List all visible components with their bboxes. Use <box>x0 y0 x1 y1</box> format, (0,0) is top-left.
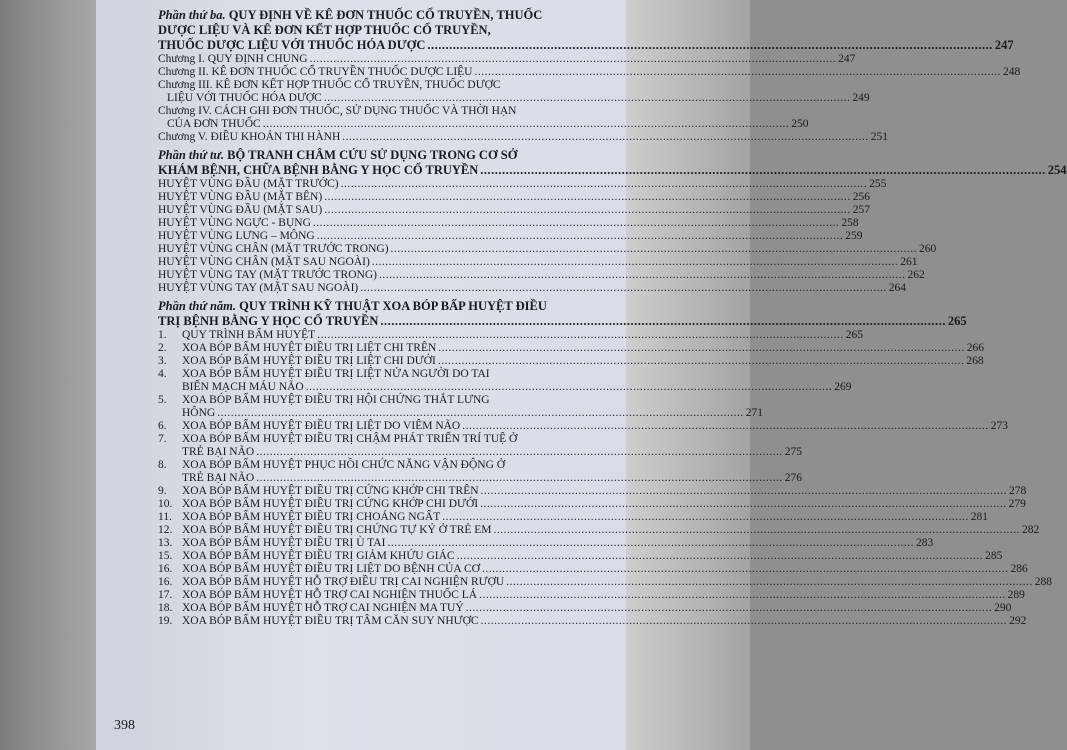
entry-title: XOA BÓP BẤM HUYỆT ĐIỀU TRỊ CHỨNG TỰ KỶ Ở TRẺ EM <box>182 524 492 536</box>
dot-leader <box>372 256 899 269</box>
page-ref: 247 <box>994 38 1014 52</box>
toc-entry-line <box>158 459 582 472</box>
dot-leader <box>481 615 1008 628</box>
page-ref: 268 <box>966 355 984 367</box>
toc-entry-line-text <box>158 524 492 537</box>
toc-entry <box>158 433 802 459</box>
toc-entry-line <box>158 66 1021 79</box>
toc-entry-line <box>158 256 918 269</box>
dot-leader <box>391 243 918 256</box>
toc-entry-line-text <box>158 355 436 368</box>
dot-leader <box>217 407 744 420</box>
toc-entry-line <box>158 204 870 217</box>
toc-entry <box>158 511 988 524</box>
toc-entry-continuation <box>158 407 763 420</box>
book-page <box>96 0 1067 750</box>
entry-title: XOA BÓP BẤM HUYỆT ĐIỀU TRỊ LIỆT CHI TRÊN <box>182 342 437 354</box>
entry-title: THUỐC DƯỢC LIỆU VỚI THUỐC HÓA DƯỢC <box>158 38 426 52</box>
toc-entry <box>158 602 1012 615</box>
toc-entry-line <box>158 576 1052 589</box>
toc-entry-line <box>158 615 1027 628</box>
entry-title: XOA BÓP BẤM HUYỆT HỖ TRỢ CAI NGHIỆN THUỐC LÁ <box>182 589 478 601</box>
toc-entry-line-text <box>158 394 490 407</box>
toc-entry-line-text <box>158 563 480 576</box>
toc-entry <box>158 269 925 282</box>
dot-leader <box>310 53 837 66</box>
entry-title: XOA BÓP BẤM HUYỆT ĐIỀU TRỊ HỘI CHỨNG THẮT LƯNG <box>182 394 490 406</box>
toc-entry-line-text <box>158 282 358 295</box>
entry-title: HUYỆT VÙNG NGỰC - BỤNG <box>158 217 311 229</box>
toc-entry-line-text <box>158 550 455 563</box>
dot-leader <box>427 38 993 53</box>
entry-title: HUYỆT VÙNG TAY (MẶT SAU NGOÀI) <box>158 282 359 294</box>
toc-entry-line <box>158 329 863 342</box>
entry-title: BIẾN MẠCH MÁU NÃO <box>182 381 304 393</box>
part-heading-last <box>158 314 967 329</box>
dot-leader <box>341 178 868 191</box>
entry-title: XOA BÓP BẤM HUYỆT ĐIỀU TRỊ Ù TAI <box>182 537 386 549</box>
dot-leader <box>480 163 1046 178</box>
entry-title: XOA BÓP BẤM HUYỆT HỖ TRỢ CAI NGHIỆN MA TUÝ <box>182 602 464 614</box>
page-ref: 257 <box>852 204 870 216</box>
page-ref: 266 <box>966 342 985 354</box>
toc-entry-line-text <box>158 329 315 342</box>
entry-number: 19. <box>158 615 173 627</box>
part-heading-last <box>158 163 1067 178</box>
toc-entry-line-text <box>158 131 340 144</box>
toc-entry <box>158 105 809 131</box>
page-ref: 258 <box>841 217 859 229</box>
toc-entry <box>158 217 859 230</box>
entry-number: 15. <box>158 550 173 562</box>
entry-number: 7. <box>158 433 167 445</box>
page-ref: 262 <box>907 269 925 281</box>
toc-entry <box>158 131 889 144</box>
page-ref: 282 <box>1022 524 1040 536</box>
dot-leader <box>506 576 1033 589</box>
dot-leader <box>360 282 887 295</box>
entry-title: XOA BÓP BẤM HUYỆT ĐIỀU TRỊ GIẢM KHỨU GIÁC <box>182 550 455 562</box>
toc-entry-line-text <box>158 537 385 550</box>
toc-entry-continuation-text <box>182 446 254 459</box>
toc-entry-line-text <box>158 79 501 92</box>
toc-entry <box>158 563 1028 576</box>
toc-entry-line-text <box>158 178 339 191</box>
entry-title: HUYỆT VÙNG ĐẦU (MẶT BÊN) <box>158 191 323 203</box>
toc-entry-continuation <box>158 381 852 394</box>
toc-entry <box>158 368 852 394</box>
entry-number: 16. <box>158 563 173 575</box>
part-heading-last-text <box>158 314 378 329</box>
page-ref: 276 <box>784 472 802 484</box>
entry-number: 3. <box>158 355 167 367</box>
entry-number: 11. <box>158 511 172 523</box>
toc-entry-line-text <box>158 368 490 381</box>
toc-entry-line-text <box>158 511 440 524</box>
part-heading-line <box>158 299 582 314</box>
dot-leader <box>462 420 989 433</box>
toc-entry-line <box>158 537 934 550</box>
toc-entry-line-text <box>158 204 322 217</box>
entry-number: 13. <box>158 537 173 549</box>
toc-entry-line-text <box>158 342 436 355</box>
entry-title: Chương III. KÊ ĐƠN KẾT HỢP THUỐC CỔ TRUYỀN, THUỐC DƯỢC <box>158 79 501 91</box>
toc-entry-line-text <box>158 230 315 243</box>
page-ref: 259 <box>845 230 863 242</box>
entry-title: Chương V. ĐIỀU KHOẢN THI HÀNH <box>158 131 341 143</box>
part-heading-line <box>158 23 582 38</box>
toc-entry-line-text <box>158 191 322 204</box>
toc-entry <box>158 420 1008 433</box>
entry-number: 9. <box>158 485 167 497</box>
entry-number: 16. <box>158 576 173 588</box>
toc-entry-line <box>158 342 985 355</box>
dot-leader <box>457 550 984 563</box>
toc-entry <box>158 191 870 204</box>
toc-entry-continuation <box>158 446 802 459</box>
dot-leader <box>380 314 946 329</box>
page-ref: 281 <box>970 511 988 523</box>
part-heading-last <box>158 38 1014 53</box>
toc-entry <box>158 576 1052 589</box>
entry-title: CỦA ĐƠN THUỐC <box>167 118 261 130</box>
dot-leader <box>317 329 844 342</box>
toc-entry-line-text <box>158 459 505 472</box>
page-ref: 285 <box>985 550 1003 562</box>
entry-title: TRẺ BẠI NÃO <box>182 446 255 458</box>
toc-entry-line <box>158 511 988 524</box>
toc-entry <box>158 243 937 256</box>
dot-leader <box>317 230 844 243</box>
dot-leader <box>466 602 993 615</box>
page-ref: 286 <box>1010 563 1028 575</box>
toc-entry-line-text <box>158 256 370 269</box>
toc-entry-line <box>158 79 582 92</box>
dot-leader <box>479 589 1006 602</box>
toc-entry-line <box>158 217 859 230</box>
toc-entry-line-text <box>158 433 517 446</box>
entry-number: 18. <box>158 602 173 614</box>
part-lead: Phần thứ tư. <box>158 148 225 162</box>
entry-title: KHÁM BỆNH, CHỮA BỆNH BẰNG Y HỌC CỔ TRUYỀN <box>158 163 479 177</box>
entry-title: HÔNG <box>182 407 216 419</box>
toc-entry-line <box>158 498 1026 511</box>
toc-entry-continuation <box>158 118 809 131</box>
entry-number: 6. <box>158 420 167 432</box>
dot-leader <box>480 498 1007 511</box>
page-number: 398 <box>114 718 135 733</box>
part-heading-last-text <box>158 38 425 53</box>
entry-title: XOA BÓP BẤM HUYỆT ĐIỀU TRỊ LIỆT NỬA NGƯỜI DO TAI <box>182 368 490 380</box>
toc-entry-line <box>158 355 984 368</box>
toc-entry <box>158 615 1027 628</box>
page-ref: 279 <box>1008 498 1026 510</box>
toc-entry-line <box>158 243 937 256</box>
dot-leader <box>324 204 851 217</box>
toc-entry-continuation-text <box>182 381 304 394</box>
entry-title: HUYỆT VÙNG LƯNG – MÔNG <box>158 230 315 242</box>
toc-entry-line-text <box>158 105 516 118</box>
dot-leader <box>438 342 965 355</box>
page-ref: 289 <box>1007 589 1025 601</box>
page-ref: 260 <box>919 243 937 255</box>
part-heading-text: QUY ĐỊNH VỀ KÊ ĐƠN THUỐC CỔ TRUYỀN, THUỐC <box>228 8 543 22</box>
entry-title: TRẺ BẠI NÃO <box>182 472 255 484</box>
toc-entry-line <box>158 394 582 407</box>
toc-entry-line-text <box>158 576 504 589</box>
dot-leader <box>256 472 783 485</box>
page-ref: 269 <box>834 381 852 393</box>
toc-entry <box>158 329 863 342</box>
dot-leader <box>438 355 965 368</box>
toc-entry-line <box>158 230 863 243</box>
toc-entry <box>158 178 887 191</box>
toc-entry-line <box>158 131 889 144</box>
page-ref: 247 <box>838 53 856 65</box>
toc-entry-line-text <box>158 420 460 433</box>
toc-entry-continuation-text <box>167 118 261 131</box>
toc-entry-line-text <box>158 485 479 498</box>
page-ref: 290 <box>994 602 1012 614</box>
page-ref: 261 <box>900 256 918 268</box>
part-lead: Phần thứ năm. <box>158 299 237 313</box>
toc-entry-line <box>158 524 1040 537</box>
page-ref: 251 <box>870 131 889 143</box>
dot-leader <box>482 563 1009 576</box>
entry-title: XOA BÓP BẤM HUYỆT ĐIỀU TRỊ LIỆT CHI DƯỚI <box>182 355 436 367</box>
toc-entry-line <box>158 105 582 118</box>
entry-title: HUYỆT VÙNG ĐẦU (MẶT TRƯỚC) <box>158 178 339 190</box>
toc-entry <box>158 537 934 550</box>
toc-entry <box>158 355 984 368</box>
dot-leader <box>379 269 906 282</box>
toc-entry-line <box>158 53 856 66</box>
entry-number: 4. <box>158 368 167 380</box>
page-ref: 249 <box>852 92 870 104</box>
dot-leader <box>387 537 914 550</box>
toc-entry-line <box>158 191 870 204</box>
entry-title: XOA BÓP BẤM HUYỆT ĐIỀU TRỊ LIỆT DO BỆNH CỦA CƠ <box>182 563 480 575</box>
page-ref: 271 <box>745 407 763 419</box>
part-heading-line <box>158 148 582 163</box>
page-ref: 254 <box>1047 163 1067 177</box>
toc-entry-line <box>158 420 1008 433</box>
part-heading <box>158 8 1014 53</box>
entry-title: XOA BÓP BẤM HUYỆT PHỤC HỒI CHỨC NĂNG VẬN ĐỘNG Ở <box>182 459 506 471</box>
page-ref: 256 <box>852 191 870 203</box>
entry-title: HUYỆT VÙNG TAY (MẶT TRƯỚC TRONG) <box>158 269 377 281</box>
entry-title: QUY TRÌNH BẤM HUYỆT <box>182 329 316 341</box>
entry-number: 5. <box>158 394 167 406</box>
part-lead: Phần thứ ba. <box>158 8 226 22</box>
toc-entry-continuation-text <box>182 472 254 485</box>
part-heading-line <box>158 8 582 23</box>
entry-title: Chương I. QUY ĐỊNH CHUNG <box>158 53 308 65</box>
toc-entry <box>158 53 856 66</box>
toc-entry-line-text <box>158 602 464 615</box>
entry-title: HUYỆT VÙNG CHÂN (MẶT SAU NGOÀI) <box>158 256 370 268</box>
part-heading-text: DƯỢC LIỆU VÀ KÊ ĐƠN KẾT HỢP THUỐC CỔ TRUYỀN, <box>158 23 491 37</box>
toc-entry <box>158 66 1021 79</box>
toc-entry <box>158 282 906 295</box>
page-ref: 250 <box>791 118 809 130</box>
entry-title: XOA BÓP BẤM HUYỆT ĐIỀU TRỊ CỨNG KHỚP CHI TRÊN <box>182 485 479 497</box>
entry-number: 12. <box>158 524 173 536</box>
background-right <box>614 0 750 750</box>
toc-entry-line <box>158 550 1003 563</box>
entry-number: 1. <box>158 329 167 341</box>
entry-title: XOA BÓP BẤM HUYỆT ĐIỀU TRỊ CỨNG KHỚP CHI DƯỚI <box>182 498 479 510</box>
page-ref: 288 <box>1034 576 1052 588</box>
dot-leader <box>263 118 790 131</box>
page-ref: 283 <box>915 537 934 549</box>
entry-title: Chương IV. CÁCH GHI ĐƠN THUỐC, SỬ DỤNG THUỐC VÀ THỜI HẠN <box>158 105 517 117</box>
toc-entry-line-text <box>158 53 308 66</box>
dot-leader <box>306 381 833 394</box>
toc-entry-line <box>158 282 906 295</box>
dot-leader <box>494 524 1021 537</box>
toc-entry-line-text <box>158 66 472 79</box>
toc-entry <box>158 498 1026 511</box>
dot-leader <box>342 131 869 144</box>
entry-title: XOA BÓP BẤM HUYỆT ĐIỀU TRỊ CHẬM PHÁT TRIỂN TRÍ TUỆ Ở <box>182 433 518 445</box>
toc-entry-line-text <box>158 269 377 282</box>
toc-entry <box>158 256 918 269</box>
toc-entry-line <box>158 269 925 282</box>
toc-entry <box>158 485 1027 498</box>
page-ref: 273 <box>990 420 1008 432</box>
table-of-contents <box>158 8 1067 628</box>
toc-entry <box>158 342 985 355</box>
toc-entry <box>158 459 802 485</box>
toc-entry <box>158 79 870 105</box>
toc-entry-line-text <box>158 243 389 256</box>
toc-entry-continuation-text <box>182 407 215 420</box>
entry-title: LIỆU VỚI THUỐC HÓA DƯỢC <box>167 92 322 104</box>
toc-entry-continuation <box>158 472 802 485</box>
entry-number: 8. <box>158 459 167 471</box>
page-ref: 265 <box>845 329 863 341</box>
toc-entry <box>158 550 1003 563</box>
dot-leader <box>324 92 851 105</box>
toc-entry-line-text <box>158 498 478 511</box>
dot-leader <box>481 485 1008 498</box>
entry-number: 10. <box>158 498 173 510</box>
entry-title: HUYỆT VÙNG ĐẦU (MẶT SAU) <box>158 204 323 216</box>
toc-entry-line-text <box>158 615 479 628</box>
entry-title: Chương II. KÊ ĐƠN THUỐC CỔ TRUYỀN THUỐC DƯỢC LIỆU <box>158 66 473 78</box>
toc-entry <box>158 524 1040 537</box>
toc-entry-line <box>158 602 1012 615</box>
part-heading <box>158 299 967 329</box>
page-ref: 275 <box>784 446 802 458</box>
dot-leader <box>256 446 783 459</box>
toc-entry-continuation <box>158 92 870 105</box>
part-heading-last-text <box>158 163 478 178</box>
page-ref: 264 <box>888 282 906 294</box>
page-ref: 255 <box>869 178 887 190</box>
dot-leader <box>442 511 969 524</box>
toc-entry-line <box>158 178 887 191</box>
part-heading <box>158 148 1067 178</box>
page-ref: 265 <box>947 314 967 328</box>
part-heading-text: QUY TRÌNH KỸ THUẬT XOA BÓP BẤP HUYỆT ĐIỀU <box>239 299 547 313</box>
toc-entry <box>158 230 863 243</box>
page-ref: 248 <box>1002 66 1021 78</box>
toc-entry <box>158 204 870 217</box>
toc-entry <box>158 589 1025 602</box>
entry-title: XOA BÓP BẤM HUYỆT ĐIỀU TRỊ CHOÁNG NGẤT <box>182 511 441 523</box>
entry-number: 2. <box>158 342 167 354</box>
toc-entry-line-text <box>158 217 311 230</box>
background-left <box>0 0 96 750</box>
dot-leader <box>313 217 840 230</box>
entry-title: XOA BÓP BẤM HUYỆT ĐIỀU TRỊ LIỆT DO VIÊM NÃO <box>182 420 461 432</box>
page-ref: 292 <box>1009 615 1027 627</box>
dot-leader <box>474 66 1001 79</box>
toc-entry-continuation-text <box>167 92 322 105</box>
entry-number: 17. <box>158 589 173 601</box>
toc-entry <box>158 394 763 420</box>
part-heading-text: BỘ TRANH CHÂM CỨU SỬ DỤNG TRONG CƠ SỞ <box>227 148 518 162</box>
toc-entry-line <box>158 563 1028 576</box>
dot-leader <box>324 191 851 204</box>
page-ref: 278 <box>1009 485 1027 497</box>
toc-entry-line <box>158 485 1027 498</box>
toc-entry-line <box>158 433 582 446</box>
entry-title: XOA BÓP BẤM HUYỆT ĐIỀU TRỊ TÂM CĂN SUY NHƯỢC <box>182 615 479 627</box>
toc-entry-line-text <box>158 589 477 602</box>
entry-title: TRỊ BỆNH BẰNG Y HỌC CỔ TRUYỀN <box>158 314 379 328</box>
toc-entry-line <box>158 368 582 381</box>
entry-title: HUYỆT VÙNG CHÂN (MẶT TRƯỚC TRONG) <box>158 243 389 255</box>
entry-title: XOA BÓP BẤM HUYỆT HỖ TRỢ ĐIỀU TRỊ CAI NGHIỆN RƯỢU <box>182 576 505 588</box>
toc-entry-line <box>158 589 1025 602</box>
